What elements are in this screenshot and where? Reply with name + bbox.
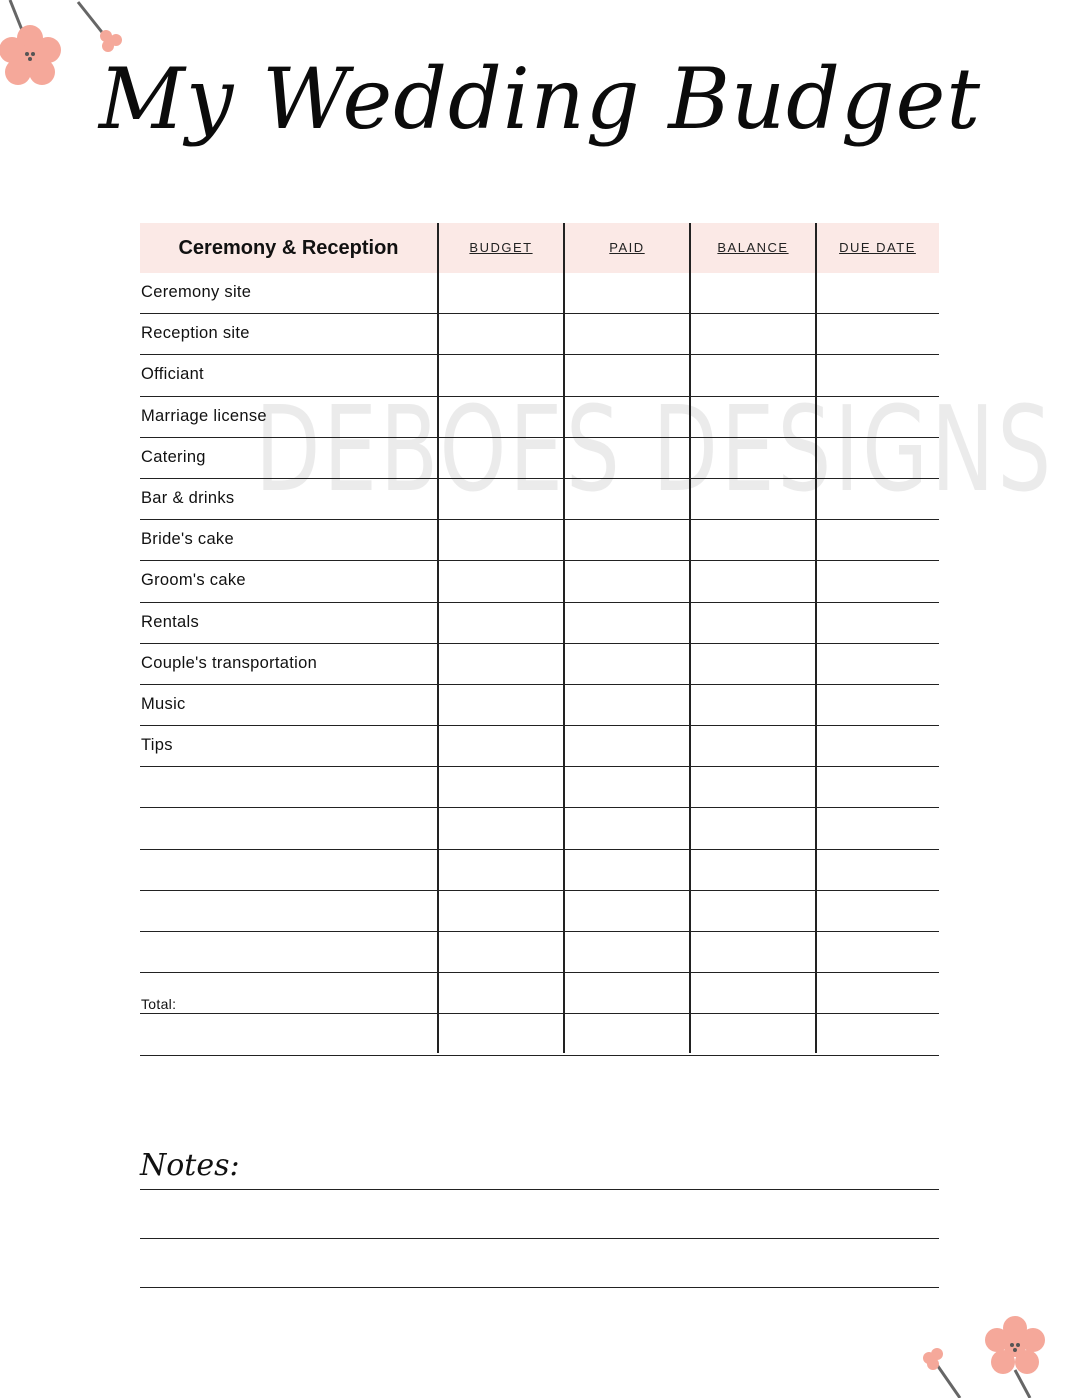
table-row[interactable] xyxy=(140,397,939,438)
table-row[interactable] xyxy=(140,808,939,849)
column-divider xyxy=(563,223,565,1053)
column-header-paid: PAID xyxy=(609,240,645,255)
notes-title: Notes: xyxy=(140,1148,240,1183)
notes-line[interactable] xyxy=(140,1189,939,1190)
column-header-budget: BUDGET xyxy=(469,240,533,255)
row-label: Groom's cake xyxy=(141,571,246,590)
row-label: Total: xyxy=(141,996,177,1013)
table-row[interactable] xyxy=(140,644,939,685)
table-row[interactable] xyxy=(140,1014,939,1055)
row-label: Bar & drinks xyxy=(141,488,235,507)
column-divider xyxy=(689,223,691,1053)
section-title: Ceremony & Reception xyxy=(178,237,399,259)
table-row[interactable] xyxy=(140,314,939,355)
row-label: Rentals xyxy=(141,612,200,631)
table-header-row xyxy=(140,223,939,273)
table-row[interactable] xyxy=(140,520,939,561)
row-label: Officiant xyxy=(141,365,204,384)
watermark: DEBOES DESIGNS xyxy=(255,380,1055,518)
budget-table xyxy=(140,223,1055,1056)
table-row[interactable] xyxy=(140,767,939,808)
flower-decoration-bottom-right xyxy=(915,1310,1080,1398)
notes-line[interactable] xyxy=(140,1238,939,1239)
table-row[interactable] xyxy=(140,355,939,396)
row-label: Marriage license xyxy=(141,406,267,425)
table-row[interactable] xyxy=(140,891,939,932)
page-title: My Wedding Budget xyxy=(98,50,982,148)
table-row[interactable] xyxy=(140,438,939,479)
column-divider xyxy=(815,223,817,1053)
table-row[interactable] xyxy=(140,932,939,973)
table-row[interactable] xyxy=(140,973,939,1014)
table-row[interactable] xyxy=(140,273,939,314)
row-label: Catering xyxy=(141,447,206,466)
row-label: Bride's cake xyxy=(141,530,234,549)
notes-line[interactable] xyxy=(140,1287,939,1288)
table-row[interactable] xyxy=(140,603,939,644)
column-header-balance: BALANCE xyxy=(717,240,789,255)
table-row[interactable] xyxy=(140,726,939,767)
row-label: Tips xyxy=(141,736,173,755)
table-row[interactable] xyxy=(140,850,939,891)
table-row[interactable] xyxy=(140,561,939,602)
row-label: Couple's transportation xyxy=(141,653,318,672)
row-label: Reception site xyxy=(141,324,250,343)
table-row[interactable] xyxy=(140,685,939,726)
column-header-due-date: DUE DATE xyxy=(839,240,916,255)
row-label: Ceremony site xyxy=(141,283,252,301)
table-body xyxy=(140,273,1055,1056)
row-label: Music xyxy=(141,694,186,713)
column-divider xyxy=(437,223,439,1053)
table-row[interactable] xyxy=(140,479,939,520)
